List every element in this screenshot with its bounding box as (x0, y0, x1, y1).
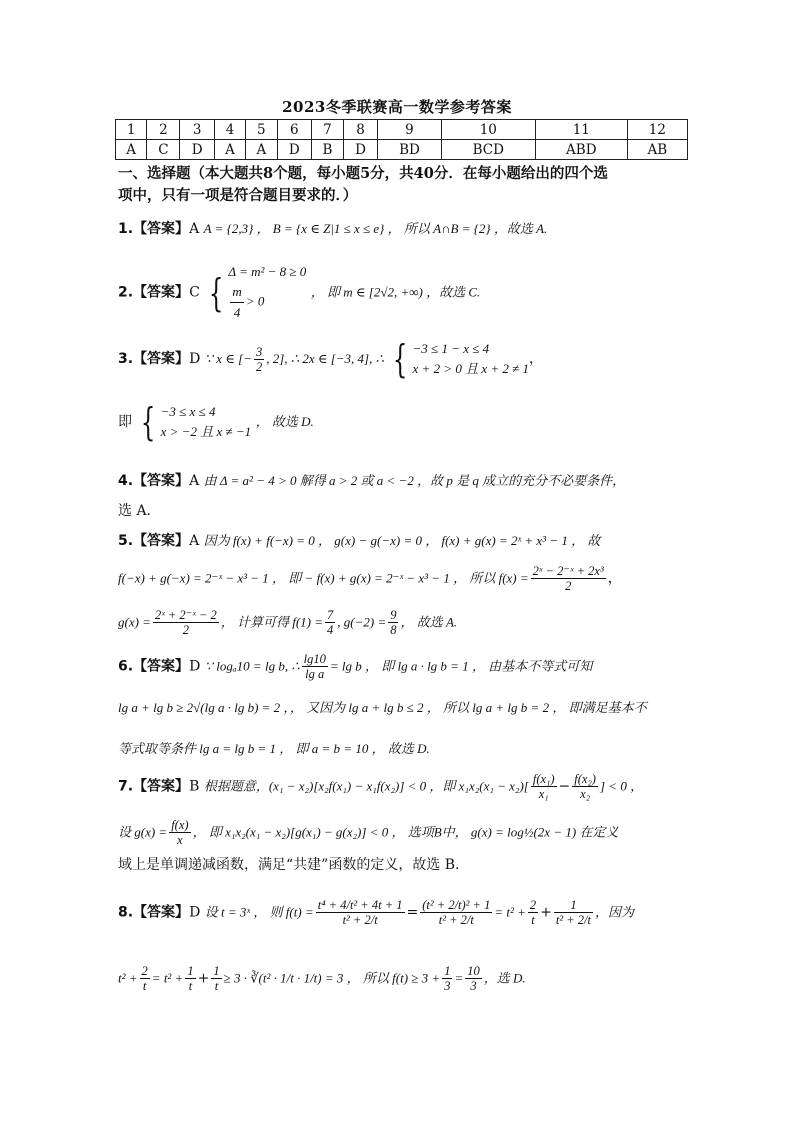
table-cell: 8 (343, 120, 377, 140)
fraction: $\frac{9}{8}$ (390, 608, 397, 637)
fraction: $\frac{\lg 10}{\text{lg a}}$ (303, 652, 326, 681)
case-system: { Δ = m² − 8 ≥ 0 $\frac{m}{4}$ > 0 (204, 262, 306, 323)
page-title: 2023冬季联赛高一数学参考答案 (282, 98, 512, 116)
table-cell: 2 (147, 120, 180, 140)
question-label: 6.【答案】 (118, 658, 190, 675)
question-3: 3.【答案】D ∵ x ∈ [− $\frac{3}{2}$ , 2], ∴ 2x ∈ [−3, 4], ∴ { −3 ≤ 1 − x ≤ 4 x + 2 > 0 且 x + 2 ≠ 1 ， (118, 337, 544, 381)
fraction: $\frac{m}{4}$ (232, 284, 242, 320)
fraction: $\frac{1}{\text{t² + 2/t}}$ (555, 898, 592, 927)
table-cell: BD (378, 140, 441, 160)
table-cell: 10 (441, 120, 535, 140)
case-system: { −3 ≤ x ≤ 4 x > −2 且 x ≠ −1 (141, 400, 252, 444)
table-cell: 9 (378, 120, 441, 140)
fraction: $\frac{1}{t}$ (187, 964, 194, 993)
table-cell: ABD (535, 140, 627, 160)
fraction: $\frac{2}{t}$ (141, 964, 148, 993)
case-row: −3 ≤ 1 − x ≤ 4 (412, 341, 490, 356)
fraction: $\frac{3}{2}$ (256, 344, 263, 374)
question-8: 8.【答案】D 设 t = 3ˣ ， 则 f(t) = $\frac{\text{t⁴ + 4/t² + 4t + 1}}{\text{t² + 2/t}}$ = $\frac{\text{(t² + 2/t)² + 1}}{\text{t² + 2/t}}$ = t² + $\frac{2}{t}$ + $\frac{1}{\text{t² + 2/t}}$ ，因为 (118, 898, 635, 927)
fraction: $\frac{1}{t}$ (213, 964, 220, 993)
question-label: 5.【答案】 (118, 533, 190, 549)
case-row: x + 2 > 0 且 x + 2 ≠ 1 (412, 361, 530, 376)
table-cell: 12 (627, 120, 687, 140)
answer-letter: A (189, 473, 200, 489)
question-5-line2: f(−x) + g(−x) = 2⁻ˣ − x³ − 1 ， 即 − f(x) + g(x) = 2⁻ˣ − x³ − 1 ， 所以 f(x) = $\frac{\text{2ˣ − 2⁻ˣ + 2x³}}{2}$ ， (118, 564, 622, 593)
question-7-line2: 设 g(x) = $\frac{f(x)}{x}$ ， 即 x₁x₂(x₁ − x₂)[g(x₁) − g(x₂)] < 0 ， 选项B中， g(x) = log½(2x − 1) 在定义 (118, 818, 619, 847)
case-row: x > −2 且 x ≠ −1 (160, 424, 252, 439)
question-4 (118, 470, 718, 490)
solution-text: 由 Δ = a² − 4 > 0 解得 a > 2 或 a < −2 ，故 p 是 q 成立的充分不必要条件， (203, 473, 626, 488)
table-cell: AB (627, 140, 687, 160)
fraction: $\frac{f(x)}{x}$ (171, 818, 189, 847)
solution-text: ， 即 m ∈ [2√2, +∞) ，故选 C. (310, 284, 481, 300)
question-label: 8.【答案】 (118, 904, 190, 921)
answer-letter: D (189, 904, 201, 921)
fraction: $\frac{\text{(t² + 2/t)² + 1}}{\text{t² + 2/t}}$ (422, 898, 491, 927)
table-cell: 4 (214, 120, 245, 140)
fraction: $\frac{1}{3}$ (444, 964, 451, 993)
answer-letter: A (189, 221, 200, 237)
question-8-line2: t² + $\frac{2}{t}$ = t² + $\frac{1}{t}$ + $\frac{1}{t}$ ≥ 3 · ∛(t² · 1/t · 1/t) = 3 ， 所以 f(t) ≥ 3 + $\frac{1}{3}$ = $\frac{10}{3}$ ，选 D. (118, 964, 526, 993)
question-6: 6.【答案】D ∵ logₐ10 = lg b, ∴ $\frac{\lg 10}{\text{lg a}}$ = lg b ， 即 lg a · lg b = 1 ， 由基本不等式可知 (118, 652, 593, 681)
table-cell: 5 (246, 120, 277, 140)
table-cell: 7 (311, 120, 343, 140)
table-cell: 11 (535, 120, 627, 140)
table-cell: D (343, 140, 377, 160)
table-cell: A (214, 140, 245, 160)
fraction: $\frac{\text{f(x₂)}}{\text{x₂}}$ (574, 772, 596, 801)
table-row-numbers (116, 120, 688, 140)
fraction: $\frac{\text{f(x₁)}}{\text{x₁}}$ (532, 772, 555, 801)
table-cell: B (311, 140, 343, 160)
answer-letter: C (189, 284, 200, 301)
question-6-line3: 等式取等条件 lg a = lg b = 1 ， 即 a = b = 10 ， 故选 D. (118, 741, 430, 756)
question-7-line3: 域上是单调递减函数，满足“共建”函数的定义，故选 B. (118, 857, 460, 873)
section-heading-line: 项中，只有一项是符合题目要求的．） (118, 187, 358, 204)
question-label: 1.【答案】 (118, 221, 190, 237)
fraction: $\frac{\text{2ˣ + 2⁻ˣ − 2}}{2}$ (154, 608, 217, 637)
table-cell: A (116, 140, 147, 160)
table-cell: D (277, 140, 311, 160)
question-3-continued: 即 { −3 ≤ x ≤ 4 x > −2 且 x ≠ −1 ， 故选 D. (118, 400, 314, 444)
question-label: 3.【答案】 (118, 351, 190, 367)
fraction: $\frac{\text{2ˣ − 2⁻ˣ + 2x³}}{2}$ (532, 564, 604, 593)
section-heading-line: 一、选择题（本大题共8个题，每小题5分，共40分．在每小题给出的四个选 (118, 165, 608, 182)
question-label: 7.【答案】 (118, 778, 190, 795)
case-row: $\frac{m}{4}$ > 0 (228, 282, 306, 323)
answer-letter: D (189, 351, 201, 367)
table-cell: 3 (180, 120, 214, 140)
fraction: $\frac{7}{4}$ (327, 608, 334, 637)
answer-key-table (115, 119, 688, 160)
table-row-answers (116, 140, 688, 160)
table-cell: 6 (277, 120, 311, 140)
case-row: Δ = m² − 8 ≥ 0 (228, 264, 307, 279)
section-heading (118, 163, 698, 207)
table-cell: C (147, 140, 180, 160)
table-cell: A (246, 140, 277, 160)
question-label: 2.【答案】 (118, 284, 190, 301)
table-cell: 1 (116, 120, 147, 140)
question-2 (118, 262, 718, 323)
solution-text: A = {2,3} ， B = {x ∈ Z|1 ≤ x ≤ e} ， 所以 A∩B = {2} ，故选 A. (203, 221, 548, 236)
table-cell: BCD (441, 140, 535, 160)
question-5 (118, 530, 718, 550)
question-5-line3: g(x) = $\frac{\text{2ˣ + 2⁻ˣ − 2}}{2}$ ， 计算可得 f(1) = $\frac{7}{4}$ , g(−2) = $\frac{9}{8}$ ， 故选 A. (118, 608, 458, 637)
answer-letter: D (189, 658, 201, 675)
answer-letter: A (189, 533, 200, 549)
case-row: −3 ≤ x ≤ 4 (160, 404, 216, 419)
fraction: $\frac{\text{t⁴ + 4/t² + 4t + 1}}{\text{t² + 2/t}}$ (317, 898, 403, 927)
question-6-line2: lg a + lg b ≥ 2√(lg a · lg b) = 2 ，， 又因为 lg a + lg b ≤ 2 ， 所以 lg a + lg b = 2 ， 即满足基本不 (118, 700, 647, 715)
question-7: 7.【答案】B 根据题意，(x₁ − x₂)[x₂f(x₁) − x₁f(x₂)] < 0 ，即 x₁x₂(x₁ − x₂)[ $\frac{\text{f(x₁)}}{\text{x₁}}$ − $\frac{\text{f(x₂)}}{\text{x₂}}$ ] < 0 ， (118, 772, 644, 801)
question-label: 4.【答案】 (118, 473, 190, 489)
question-1 (118, 218, 718, 238)
solution-text: 因为 f(x) + f(−x) = 0 ， g(x) − g(−x) = 0 ， f(x) + g(x) = 2ˣ + x³ − 1 ， 故 (203, 533, 601, 548)
table-cell: D (180, 140, 214, 160)
answer-letter: B (189, 778, 200, 795)
fraction: $\frac{2}{t}$ (529, 898, 537, 927)
question-4-continued: 选 A. (118, 503, 152, 519)
case-system: { −3 ≤ 1 − x ≤ 4 x + 2 > 0 且 x + 2 ≠ 1 (393, 337, 530, 381)
fraction: $\frac{10}{3}$ (467, 964, 480, 993)
